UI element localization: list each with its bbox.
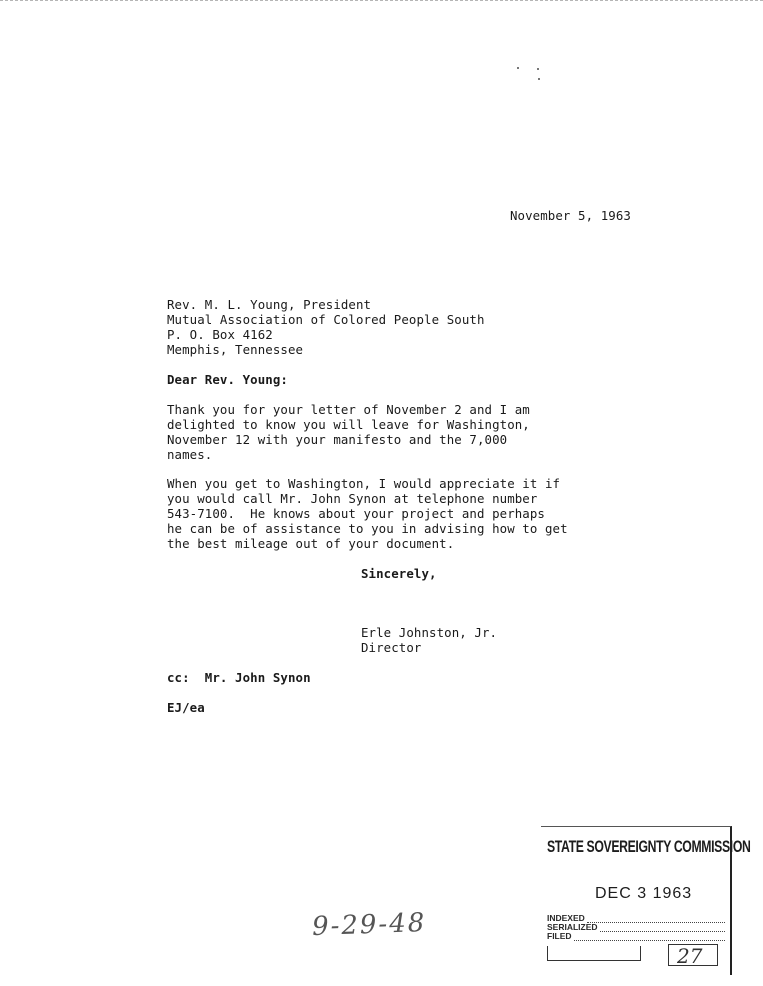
paragraph-line: you would call Mr. John Synon at telephone number (167, 491, 538, 506)
typist-initials: EJ/ea (167, 700, 205, 715)
paragraph-line: he can be of assistance to you in advising how to get (167, 521, 568, 536)
stamp-field-serialized: SERIALIZED (547, 923, 725, 932)
closing: Sincerely, (361, 566, 437, 581)
handwritten-file-number: 9-29-48 (311, 908, 427, 942)
stamp-box-left (547, 946, 641, 961)
letter-date: November 5, 1963 (510, 208, 631, 223)
address-line: P. O. Box 4162 (167, 327, 273, 342)
stamp-date: DEC 3 1963 (595, 885, 693, 902)
address-line: Memphis, Tennessee (167, 342, 304, 357)
address-line: Mutual Association of Colored People South (167, 312, 485, 327)
inside-address (167, 297, 485, 357)
scan-edge-line (0, 0, 763, 1)
received-stamp (541, 826, 751, 975)
paragraph-line: When you get to Washington, I would appreciate it if (167, 476, 561, 491)
paragraph-line: Thank you for your letter of November 2 and I am (167, 402, 530, 417)
scan-specks (514, 64, 544, 84)
stamp-title: STATE SOVEREIGNTY COMMISSION (547, 837, 751, 856)
address-line: Rev. M. L. Young, President (167, 297, 372, 312)
stamp-handwritten-mark: 27 (677, 944, 703, 968)
carbon-copy-line: cc: Mr. John Synon (167, 670, 311, 685)
signer-title: Director (361, 640, 422, 655)
paragraph-line: names. (167, 447, 213, 462)
paragraph-line: November 12 with your manifesto and the 7,000 (167, 432, 508, 447)
stamp-field-indexed: INDEXED (547, 914, 725, 923)
paragraph-line: 543-7100. He knows about your project and perhaps (167, 506, 545, 521)
paragraph-1 (167, 402, 530, 462)
paragraph-line: the best mileage out of your document. (167, 536, 455, 551)
stamp-field-filed: FILED (547, 932, 725, 941)
paragraph-2 (167, 476, 568, 551)
salutation: Dear Rev. Young: (167, 372, 288, 387)
signer-name: Erle Johnston, Jr. (361, 625, 498, 640)
stamp-fields (547, 914, 725, 941)
signature-block (361, 625, 497, 655)
paragraph-line: delighted to know you will leave for Washington, (167, 417, 530, 432)
